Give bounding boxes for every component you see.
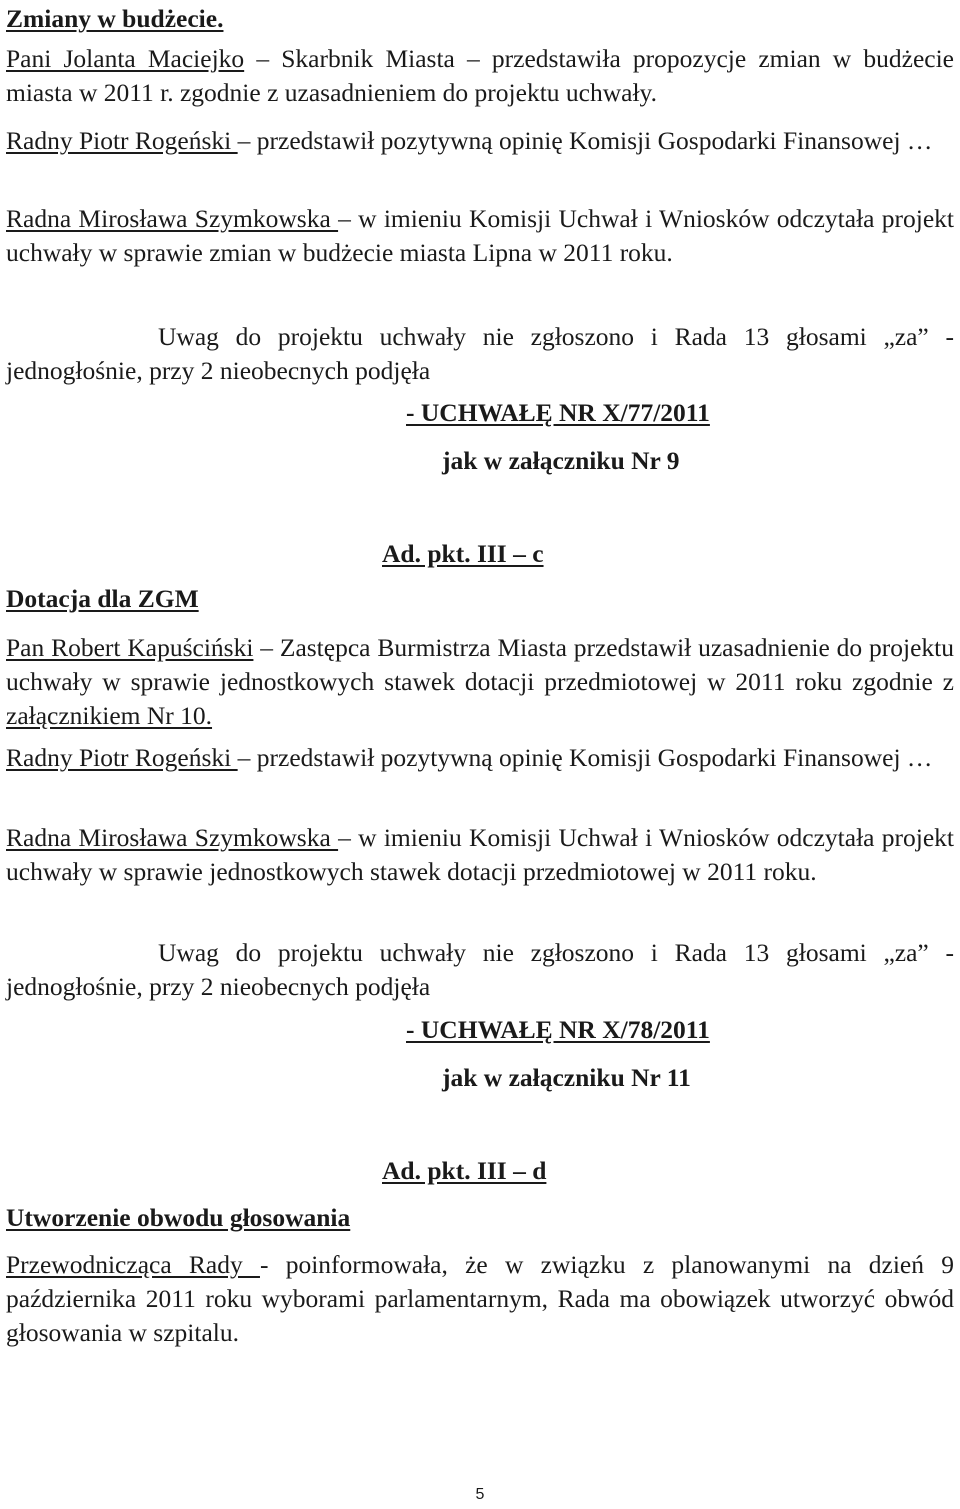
paragraph-deputy-mayor [6, 631, 954, 733]
paragraph-chairwoman [6, 1248, 954, 1350]
paragraph-text: – Zastępca Burmistrza Miasta przedstawił uzasadnienie do projektu uchwały w sprawie jednostkowych stawek dotacji przedmiotowej w 2011 roku zgodnie z [6, 633, 954, 696]
resolution-number: - UCHWAŁĘ NR X/78/2011 [406, 1015, 710, 1044]
person-name: Radna Mirosława Szymkowska [6, 823, 339, 852]
person-name: Radna Mirosława Szymkowska [6, 204, 339, 233]
attachment-reference: jak w załączniku Nr 9 [442, 446, 680, 475]
paragraph-finance-committee [6, 741, 954, 775]
section-title-voting-district: Utworzenie obwodu głosowania [6, 1203, 351, 1232]
paragraph-text: – przedstawił pozytywną opinię Komisji Gospodarki Finansowej … [237, 743, 933, 772]
paragraph-text: – Skarbnik Miasta – przedstawiła propozycje zmian w budżecie miasta w 2011 r. zgodnie z uzasadnieniem do projektu uchwały. [6, 44, 954, 107]
attachment-link: załącznikiem Nr 10. [6, 701, 213, 730]
section-title-zgm: Dotacja dla ZGM [6, 584, 199, 613]
agenda-point-heading: Ad. pkt. III – c [382, 539, 544, 568]
attachment-reference: jak w załączniku Nr 11 [442, 1063, 691, 1092]
page-number: 5 [475, 1486, 485, 1503]
person-name: Radny Piotr Rogeński [6, 126, 238, 155]
person-name: Pani Jolanta Maciejko [6, 44, 245, 73]
vote-paragraph: Uwag do projektu uchwały nie zgłoszono i Rada 13 głosami „za” - jednogłośnie, przy 2 nieobecnych podjęła [6, 938, 954, 1001]
resolution-number: - UCHWAŁĘ NR X/77/2011 [406, 398, 710, 427]
paragraph-resolutions-committee [6, 821, 954, 889]
section-heading-budget: Zmiany w budżecie. [6, 4, 224, 33]
paragraph-text: – w imieniu Komisji Uchwał i Wniosków odczytała projekt uchwały w sprawie jednostkowych stawek dotacji przedmiotowej w 2011 roku. [6, 823, 954, 886]
person-name: Pan Robert Kapuściński [6, 633, 254, 662]
person-name: Przewodnicząca Rady [6, 1250, 260, 1279]
person-name: Radny Piotr Rogeński [6, 743, 238, 772]
paragraph-text: – przedstawił pozytywną opinię Komisji Gospodarki Finansowej … [237, 126, 933, 155]
paragraph-finance-committee [6, 124, 954, 158]
paragraph-treasurer [6, 42, 954, 110]
paragraph-resolutions-committee [6, 202, 954, 270]
paragraph-text: - poinformowała, że w związku z planowanymi na dzień 9 października 2011 roku wyborami parlamentarnym, Rada ma obowiązek utworzyć obwód głosowania w szpitalu. [6, 1250, 954, 1347]
paragraph-text: – w imieniu Komisji Uchwał i Wniosków odczytała projekt uchwały w sprawie zmian w budżecie miasta Lipna w 2011 roku. [6, 204, 954, 267]
vote-paragraph: Uwag do projektu uchwały nie zgłoszono i Rada 13 głosami „za” - jednogłośnie, przy 2 nieobecnych podjęła [6, 322, 954, 385]
agenda-point-heading: Ad. pkt. III – d [382, 1156, 547, 1185]
